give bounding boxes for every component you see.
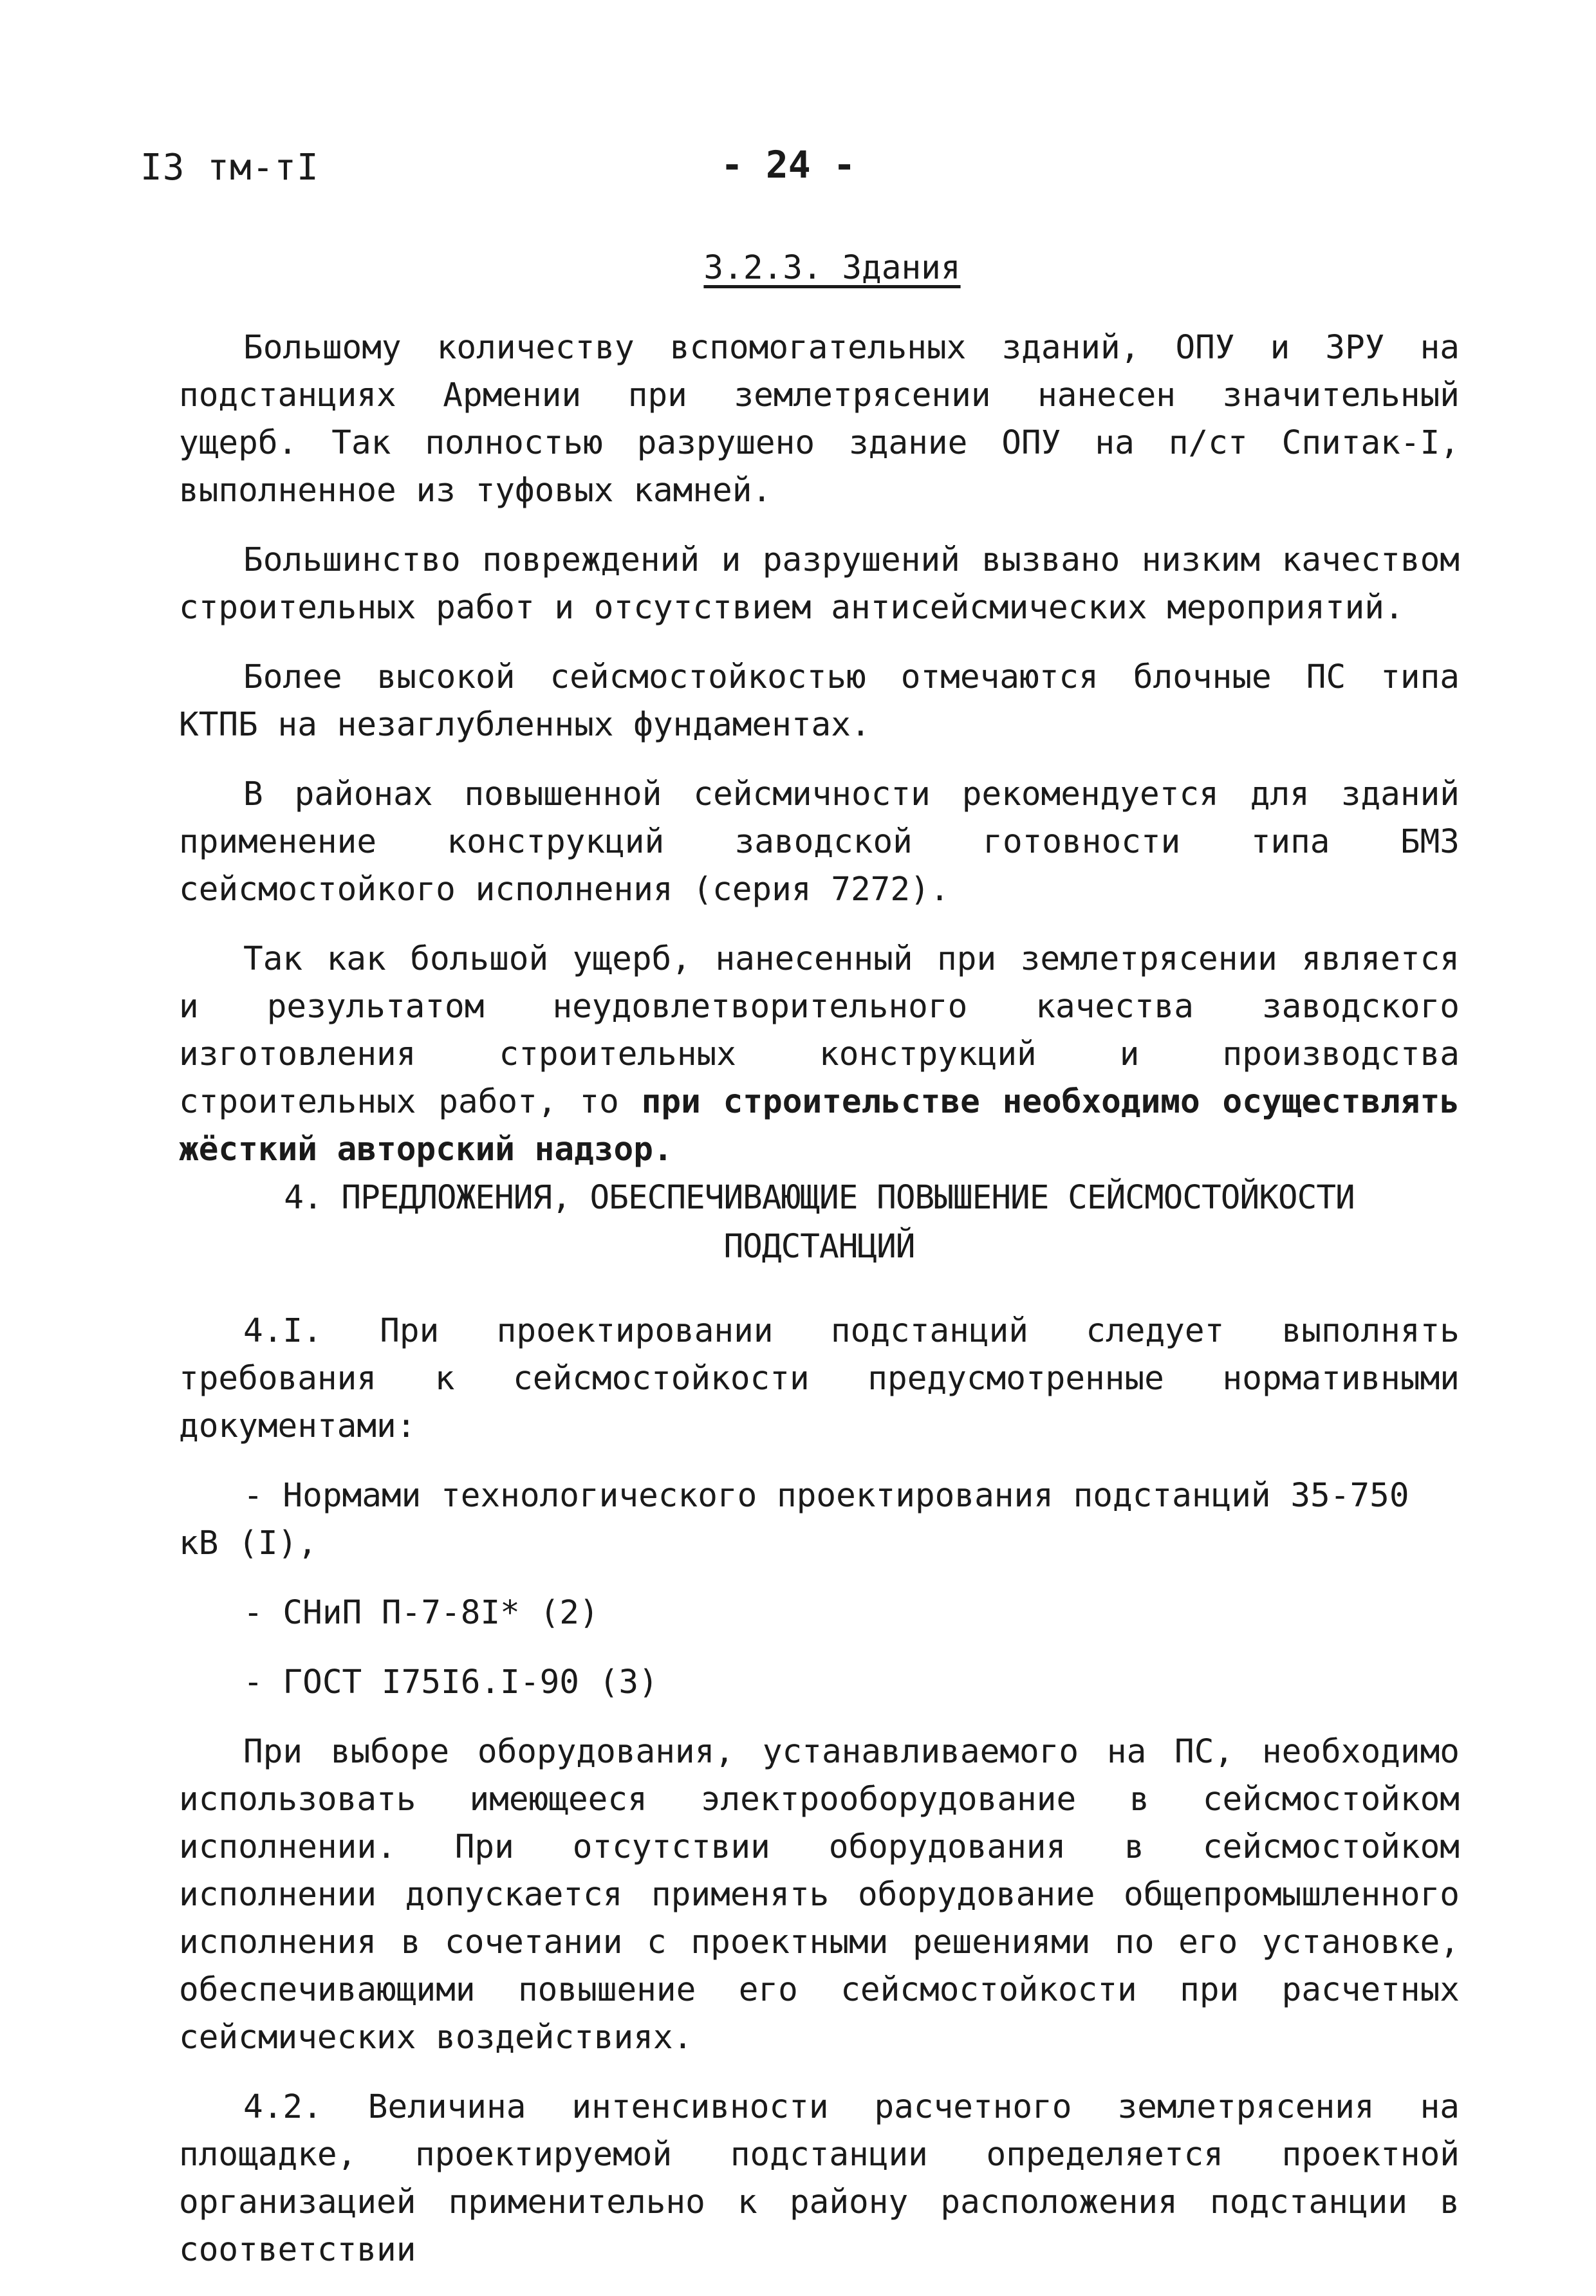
paragraph-buildings-damage: Большому количеству вспомогательных зданий, ОПУ и ЗРУ на подстанциях Армении при землетрясении нанесен значительный ущерб. Так полностью разрушено здание ОПУ на п/ст Спитак-I, выполненное из туфовых камней.: [179, 329, 1460, 510]
norms-list: [179, 1472, 1460, 1707]
section-heading-4-line2: ПОДСТАНЦИЙ: [723, 1228, 915, 1266]
norms-list-item: - СНиП П-7-8I* (2): [243, 1594, 599, 1632]
paragraph-equipment: При выборе оборудования, устанавливаемого на ПС, необходимо использовать имеющееся электрооборудование в сейсмостойком исполнении. При отсутствии оборудования в сейсмостойком исполнении допускается применять оборудование общепромышленного исполнения в сочетании с проектными решениями по его установке, обеспечивающими повышение его сейсмостойкости при расчетных сейсмических воздействиях.: [179, 1733, 1460, 2057]
paragraph-damage-causes: Большинство повреждений и разрушений вызвано низким качеством строительных работ и отсутствием антисейсмических мероприятий.: [179, 541, 1460, 627]
page-number: - 24 -: [721, 143, 856, 187]
paragraph-4-2: 4.2. Величина интенсивности расчетного землетрясения на площадке, проектируемой подстанции определяется проектной организацией применительно к району расположения подстанции в соответствии: [179, 2088, 1460, 2269]
paragraph-4-1: 4.I. При проектировании подстанций следует выполнять требования к сейсмостойкости предусмотренные нормативными документами:: [179, 1312, 1460, 1445]
section-heading-4: [179, 1174, 1460, 1272]
paragraph-bmz: В районах повышенной сейсмичности рекомендуется для зданий применение конструкций заводской готовности типа БМЗ сейсмостойкого исполнения (серия 7272).: [179, 775, 1460, 909]
document-body: [179, 245, 1460, 2296]
paragraph-supervision-bold: при строительстве необходимо осуществлять жёсткий авторский надзор.: [179, 1083, 1460, 1169]
document-code: I3 тм-тI: [140, 147, 319, 189]
section-heading-3-2-3: 3.2.3. Здания: [703, 249, 961, 287]
section-heading-4-line1: 4. ПРЕДЛОЖЕНИЯ, ОБЕСПЕЧИВАЮЩИЕ ПОВЫШЕНИЕ СЕЙСМОСТОЙКОСТИ: [284, 1179, 1355, 1217]
norms-list-item: - Нормами технологического проектирования подстанций 35-750 кВ (I),: [179, 1477, 1409, 1562]
paragraph-supervision-text: Так как большой ущерб, нанесенный при землетрясении является и результатом неудовлетворительного качества заводского изготовления строительных конструкций и производства строительных работ, то: [179, 940, 1460, 1121]
norms-list-item: - ГОСТ I75I6.I-90 (3): [243, 1663, 658, 1701]
paragraph-ktpb: Более высокой сейсмостойкостью отмечаются блочные ПС типа КТПБ на незаглубленных фундаментах.: [179, 658, 1460, 744]
paragraph-supervision: [179, 936, 1460, 1174]
